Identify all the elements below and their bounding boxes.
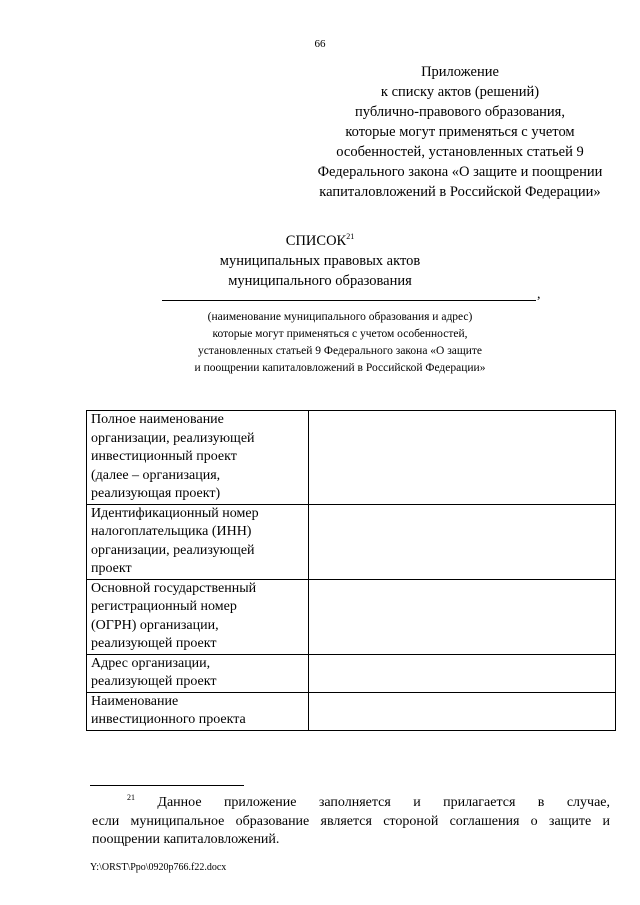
subtitle-line: муниципального образования <box>228 273 412 289</box>
list-title <box>0 231 640 251</box>
blank-caption <box>0 309 640 377</box>
label-line: Основной государственный <box>91 580 257 596</box>
row-value-cell <box>309 579 616 654</box>
caption-line: (наименование муниципального образования и адрес) <box>207 311 473 323</box>
row-label <box>87 411 309 505</box>
label-line: Идентификационный номер <box>91 505 259 521</box>
footnote-mark: 21 <box>127 793 135 802</box>
table-row <box>87 504 616 579</box>
label-line: организации, реализующей <box>91 430 255 446</box>
label-line: Полное наименование <box>91 412 224 427</box>
row-value-cell <box>309 692 616 730</box>
table-row <box>87 579 616 654</box>
label-line: реализующей проект <box>91 636 217 651</box>
footnote-first-text: Данное приложение заполняется и прилагается в случае, <box>157 795 610 810</box>
appendix-line: особенностей, установленных статьей 9 <box>336 144 584 160</box>
list-title-text: СПИСОК <box>285 233 347 249</box>
label-line: Адрес организации, <box>91 655 211 671</box>
appendix-line: к списку актов (решений) <box>380 84 540 100</box>
label-line: организации, реализующей <box>91 542 255 558</box>
list-subtitle <box>0 251 640 291</box>
row-value-cell <box>309 654 616 692</box>
table-row <box>87 654 616 692</box>
municipality-blank-line <box>162 300 536 301</box>
table-row <box>87 411 616 505</box>
footnote-rest: если муниципальное образование является стороной соглашения о защите и поощрении капиталовложений. <box>92 813 610 847</box>
row-value-cell <box>309 504 616 579</box>
appendix-heading <box>300 62 620 202</box>
row-label <box>87 692 309 730</box>
appendix-line: капиталовложений в Российской Федерации» <box>319 184 601 200</box>
file-path-footer: Y:\ORST\Ppo\0920p766.f22.docx <box>90 862 227 873</box>
footnote-reference: 21 <box>346 232 355 241</box>
appendix-line: которые могут применяться с учетом <box>345 124 575 140</box>
footnote <box>92 794 610 850</box>
label-line: Наименование <box>91 693 179 709</box>
label-line: (далее – организация, <box>91 467 221 483</box>
label-line: инвестиционный проект <box>91 449 237 464</box>
appendix-line: публично-правового образования, <box>355 104 565 120</box>
label-line: регистрационный номер <box>91 599 237 614</box>
caption-line: установленных статьей 9 Федерального закона «О защите <box>197 345 483 357</box>
label-line: проект <box>91 561 132 576</box>
page-number: 66 <box>314 38 326 50</box>
label-line: (ОГРН) организации, <box>91 617 219 633</box>
appendix-line: Федерального закона «О защите и поощрении <box>317 164 603 180</box>
label-line: реализующая проект) <box>91 486 221 501</box>
table-row <box>87 692 616 730</box>
organization-info-table <box>86 410 616 731</box>
appendix-line: Приложение <box>421 64 499 80</box>
caption-line: которые могут применяться с учетом особенностей, <box>212 328 468 340</box>
subtitle-line: муниципальных правовых актов <box>219 253 421 269</box>
footnote-separator <box>90 785 244 786</box>
row-label <box>87 579 309 654</box>
label-line: реализующей проект <box>91 674 217 689</box>
footnote-first-line <box>92 794 610 813</box>
blank-line-comma: , <box>537 287 541 302</box>
row-label <box>87 504 309 579</box>
caption-line: и поощрении капиталовложений в Российской Федерации» <box>194 362 486 374</box>
label-line: налогоплательщика (ИНН) <box>91 524 252 539</box>
label-line: инвестиционного проекта <box>91 712 246 727</box>
row-label <box>87 654 309 692</box>
row-value-cell <box>309 411 616 505</box>
